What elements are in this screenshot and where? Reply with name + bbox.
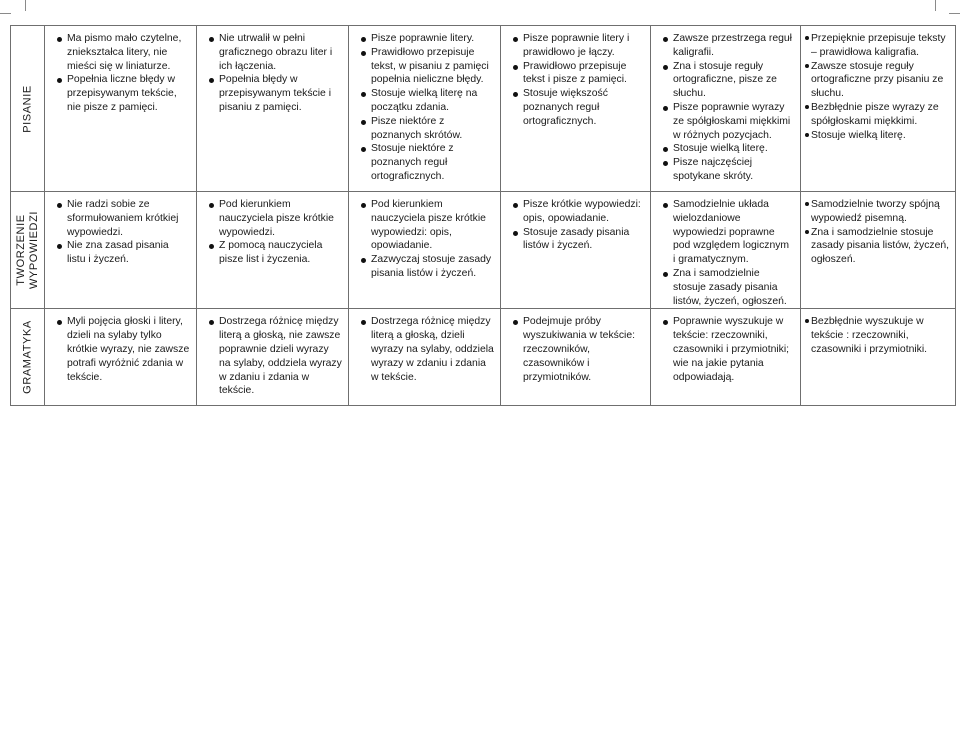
list-item: Pisze poprawnie litery i prawidłowo je łączy. [513,32,644,60]
list-item: Nie zna zasad pisania listu i życzeń. [57,239,190,267]
criteria-table [10,25,956,406]
list-item: Pisze krótkie wypowiedzi: opis, opowiadanie. [513,198,644,226]
list-item: Pisze niektóre z poznanych skrótów. [361,115,494,143]
table-cell [45,309,197,406]
list-item: Poprawnie wyszukuje w tekście: rzeczowniki, czasowniki i przymiotniki; wie na jakie pytania odpowiadają. [663,315,794,384]
list-item: Bezbłędnie wyszukuje w tekście : rzeczowniki, czasowniki i przymiotniki. [805,315,951,356]
table-cell [501,26,651,192]
table-row [11,192,956,309]
list-item: Samodzielnie tworzy spójną wypowiedź pisemną. [805,198,951,226]
row-label-cell [11,309,45,406]
crop-mark [25,0,26,11]
list-item: Prawidłowo przepisuje tekst i pisze z pamięci. [513,60,644,88]
list-item: Stosuje niektóre z poznanych reguł ortograficznych. [361,142,494,183]
table-cell [197,309,349,406]
list-item: Stosuje wielką literę na początku zdania. [361,87,494,115]
list-item: Z pomocą nauczyciela pisze list i życzenia. [209,239,342,267]
table-row [11,26,956,192]
row-label: TWORZENIE WYPOWIEDZI [14,211,40,290]
list-item: Zazwyczaj stosuje zasady pisania listów i życzeń. [361,253,494,281]
crop-mark [949,13,960,14]
list-item: Myli pojęcia głoski i litery, dzieli na sylaby tylko krótkie wyrazy, nie zawsze potrafi wyróżnić zdania w tekście. [57,315,190,384]
crop-mark [935,0,936,11]
list-item: Przepięknie przepisuje teksty – prawidłowa kaligrafia. [805,32,951,60]
list-item: Ma pismo mało czytelne, zniekształca litery, nie mieści się w liniaturze. [57,32,190,73]
table-cell [801,26,956,192]
table-cell [197,26,349,192]
list-item: Zna i samodzielnie stosuje zasady pisania listów, życzeń, ogłoszeń. [663,267,794,308]
list-item: Stosuje wielką literę. [805,129,951,143]
list-item: Pisze poprawnie litery. [361,32,494,46]
list-item: Zawsze stosuje reguły ortograficzne przy pisaniu ze słuchu. [805,60,951,101]
table-cell [651,26,801,192]
table-cell [501,192,651,309]
table-cell [349,26,501,192]
table-cell [501,309,651,406]
row-label-cell [11,26,45,192]
list-item: Dostrzega różnicę między literą a głoską, nie zawsze poprawnie dzieli wyrazy na sylaby, oddziela wyrazy w zdaniu i zdania w tekście. [209,315,342,398]
table-cell [349,192,501,309]
table-cell [197,192,349,309]
table-cell [45,192,197,309]
list-item: Pisze poprawnie wyrazy ze spółgłoskami miękkimi w różnych pozycjach. [663,101,794,142]
list-item: Stosuje zasady pisania listów i życzeń. [513,226,644,254]
list-item: Pod kierunkiem nauczyciela pisze krótkie wypowiedzi: opis, opowiadanie. [361,198,494,253]
list-item: Bezbłędnie pisze wyrazy ze spółgłoskami miękkimi. [805,101,951,129]
list-item: Pisze najczęściej spotykane skróty. [663,156,794,184]
table-cell [801,192,956,309]
table-cell [651,192,801,309]
list-item: Podejmuje próby wyszukiwania w tekście: rzeczowników, czasowników i przymiotników. [513,315,644,384]
list-item: Zna i stosuje reguły ortograficzne, pisze ze słuchu. [663,60,794,101]
list-item: Popełnia błędy w przepisywanym tekście i pisaniu z pamięci. [209,73,342,114]
list-item: Zawsze przestrzega reguł kaligrafii. [663,32,794,60]
list-item: Popełnia liczne błędy w przepisywanym tekście, nie pisze z pamięci. [57,73,190,114]
row-label: PISANIE [21,84,33,133]
list-item: Stosuje większość poznanych reguł ortograficznych. [513,87,644,128]
table-cell [801,309,956,406]
crop-mark [0,13,11,14]
list-item: Nie radzi sobie ze sformułowaniem krótkiej wypowiedzi. [57,198,190,239]
list-item: Dostrzega różnicę między literą a głoską, dzieli wyrazy na sylaby, oddziela wyrazy w zdaniu i zdania w tekście. [361,315,494,384]
list-item: Pod kierunkiem nauczyciela pisze krótkie wypowiedzi. [209,198,342,239]
table-cell [349,309,501,406]
table-row [11,309,956,406]
row-label-cell [11,192,45,309]
list-item: Zna i samodzielnie stosuje zasady pisania listów, życzeń, ogłoszeń. [805,226,951,267]
table-cell [45,26,197,192]
list-item: Nie utrwalił w pełni graficznego obrazu liter i ich łączenia. [209,32,342,73]
list-item: Stosuje wielką literę. [663,142,794,156]
row-label: GRAMATYKA [21,320,33,395]
list-item: Prawidłowo przepisuje tekst, w pisaniu z pamięci popełnia nieliczne błędy. [361,46,494,87]
list-item: Samodzielnie układa wielozdaniowe wypowiedzi poprawne pod względem logicznym i gramatycznym. [663,198,794,267]
table-cell [651,309,801,406]
